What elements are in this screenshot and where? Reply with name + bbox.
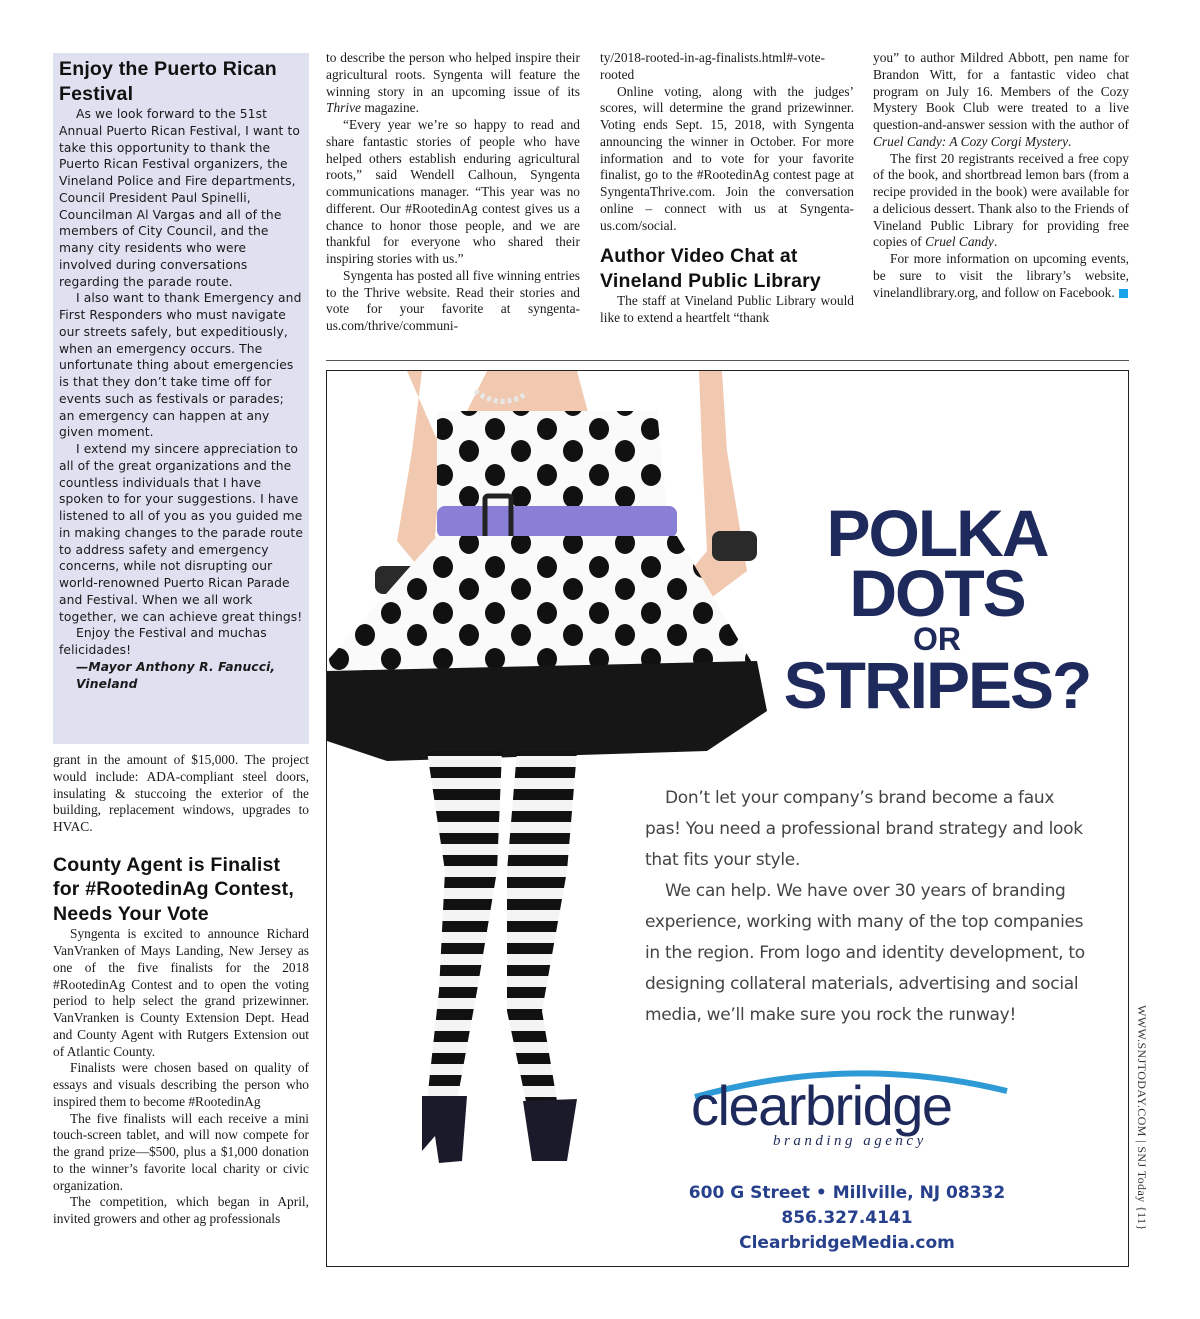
ad-paragraph: Don’t let your company’s brand become a faux pas! You need a professional brand strategy and look that fits your style. (645, 788, 1083, 870)
letter-paragraph: I extend my sincere appreciation to all of the great organizations and the countless individuals that I have spoken to for your suggestions. I have listened to all of you as you guided me in making changes to the parade route to address safety and emergency concerns, while not disrupting our world-renowned Puerto Rican Parade and Festival. When we all work together, we can achieve great things! (59, 442, 303, 624)
article-title-rootedinag: County Agent is Finalist for #RootedinAg Contest, Needs Your Vote (53, 853, 294, 925)
article-continuation: to describe the person who helped inspire their agricultural roots. Syngenta will feature the winning story in an upcoming issue of its Thrive magazine. (326, 50, 580, 116)
letter-signature: —Mayor Anthony R. Fanucci, (76, 659, 276, 674)
logo-tagline: branding agency (773, 1133, 927, 1149)
column-3 (600, 50, 854, 327)
ad-body-copy (645, 783, 1085, 1031)
column-2 (326, 50, 580, 335)
article-paragraph: The five finalists will each receive a mini touch-screen tablet, and will now compete for the grand prize—$500, plus a $1,000 donation to the winner’s favorite local charity or civic organization. (53, 1110, 309, 1193)
article-title-library: Author Video Chat at Vineland Public Library (600, 245, 821, 292)
page-footer-sidebar (1133, 1005, 1155, 1275)
article-paragraph: Online voting, along with the judges’ scores, will determine the grand prizewinner. Voting ends Sept. 15, 2018, with Syngenta announcing the winner in October. For more information and to vote for your favorite finalist, go to the #RootedinAg contest page at SyngentaThrive.com. Join the conversation online – connect with us at Syngenta-us.com/social. (600, 83, 854, 233)
clearbridge-logo (687, 1061, 1017, 1171)
column-1-lower (53, 752, 309, 1228)
footer-text: WWW.SNJTODAY.COM | SNJ Today {11} (1135, 1005, 1149, 1231)
article-paragraph: Finalists were chosen based on quality of essays and visuals describing the person who inspired them to become #RootedinAg (53, 1060, 309, 1109)
ad-paragraph: We can help. We have over 30 years of branding experience, working with many of the top companies in the region. From logo and identity development, to designing collateral materials, advertising and social media, we’ll make sure you rock the runway! (645, 881, 1085, 1025)
headline-dots: DOTS (849, 556, 1025, 630)
letter-paragraph: As we look forward to the 51st Annual Puerto Rican Festival, I want to take this opportunity to thank the Puerto Rican Festival organizers, the Vineland Police and Fire departments, Council President Paul Spinelli, Councilman Al Vargas and all of the members of City Council, and the many city residents who were involved during conversations regarding the parade route. (59, 107, 301, 289)
logo-wordmark: clearbridge (691, 1074, 952, 1137)
article-continuation: ty/2018-rooted-in-ag-finalists.html#-vote-rooted (600, 50, 825, 82)
article-paragraph: For more information on upcoming events, be sure to visit the library’s website, vinelandlibrary.org, and follow on Facebook. (873, 251, 1129, 300)
article-paragraph: The staff at Vineland Public Library would like to extend a heartfelt “thank (600, 293, 854, 325)
article-paragraph: The first 20 registrants received a free copy of the book, and shortbread lemon bars (from a recipe provided in the book) were available for a delicious dessert. Thank also to the Friends of Vineland Public Library for providing free copies of Cruel Candy. (873, 150, 1129, 250)
clearbridge-advertisement (326, 370, 1129, 1267)
ad-address: 600 G Street • Millville, NJ 08332 856.327.4141 (688, 1183, 1006, 1228)
article-paragraph: “Every year we’re so happy to read and share fantastic stories of people who have helped others establish enduring agricultural roots,” said Wendell Calhoun, Syngenta communications manager. “This year was no different. Our #RootedinAg contest gives us a chance to honor those people, and we are thankful for everyone who shared their inspiring stories with us.” (326, 117, 580, 266)
ad-website-link[interactable]: ClearbridgeMedia.com (739, 1233, 955, 1253)
headline-polka: POLKA (826, 496, 1048, 570)
article-continuation: grant in the amount of $15,000. The project would include: ADA-compliant steel doors, insulating & stuccoing the exterior of the building, replacement windows, upgrades to HVAC. (53, 752, 309, 834)
article-paragraph: The competition, which began in April, invited growers and other ag professionals (53, 1194, 309, 1226)
ad-headline (727, 496, 1129, 722)
letter-title: Enjoy the Puerto Rican Festival (59, 58, 277, 105)
article-paragraph: Syngenta has posted all five winning entries to the Thrive website. Read their stories and vote for your favorite at syngenta-us.com/thrive/communi- (326, 267, 580, 333)
column-4 (873, 50, 1129, 301)
book-title: Cruel Candy: A Cozy Corgi Mystery (873, 133, 1069, 149)
magazine-title: Thrive (326, 100, 361, 116)
ad-contact (627, 1181, 1067, 1256)
section-divider (326, 360, 1129, 361)
end-mark-icon (1119, 289, 1128, 298)
mayor-letter-box (53, 53, 309, 744)
letter-paragraph: Enjoy the Festival and muchas felicidades! (59, 626, 267, 657)
headline-or: OR (913, 621, 961, 657)
article-paragraph: Syngenta is excited to announce Richard VanVranken of Mays Landing, New Jersey as one of the five finalists for the 2018 #RootedinAg Contest and to open the voting period to help select the grand prizewinner. VanVranken is County Extension Dept. Head and County Agent with Rutgers Extension out of Atlantic County. (53, 926, 309, 1059)
letter-signature-place: Vineland (76, 676, 138, 691)
headline-stripes: STRIPES? (783, 648, 1091, 722)
book-title-short: Cruel Candy (925, 234, 994, 250)
article-continuation: you” to author Mildred Abbott, pen name for Brandon Witt, for a fantastic video chat program on July 16. Members of the Cozy Mystery Book Club were treated to a live question-and-answer session with the author of Cruel Candy: A Cozy Corgi Mystery. (873, 50, 1129, 149)
letter-paragraph: I also want to thank Emergency and First Responders who must navigate our streets safely, but expeditiously, when an emergency occurs. The unfortunate thing about emergencies is that they don’t take time off for events such as festivals or parades; an emergency can happen at any given moment. (59, 291, 302, 440)
